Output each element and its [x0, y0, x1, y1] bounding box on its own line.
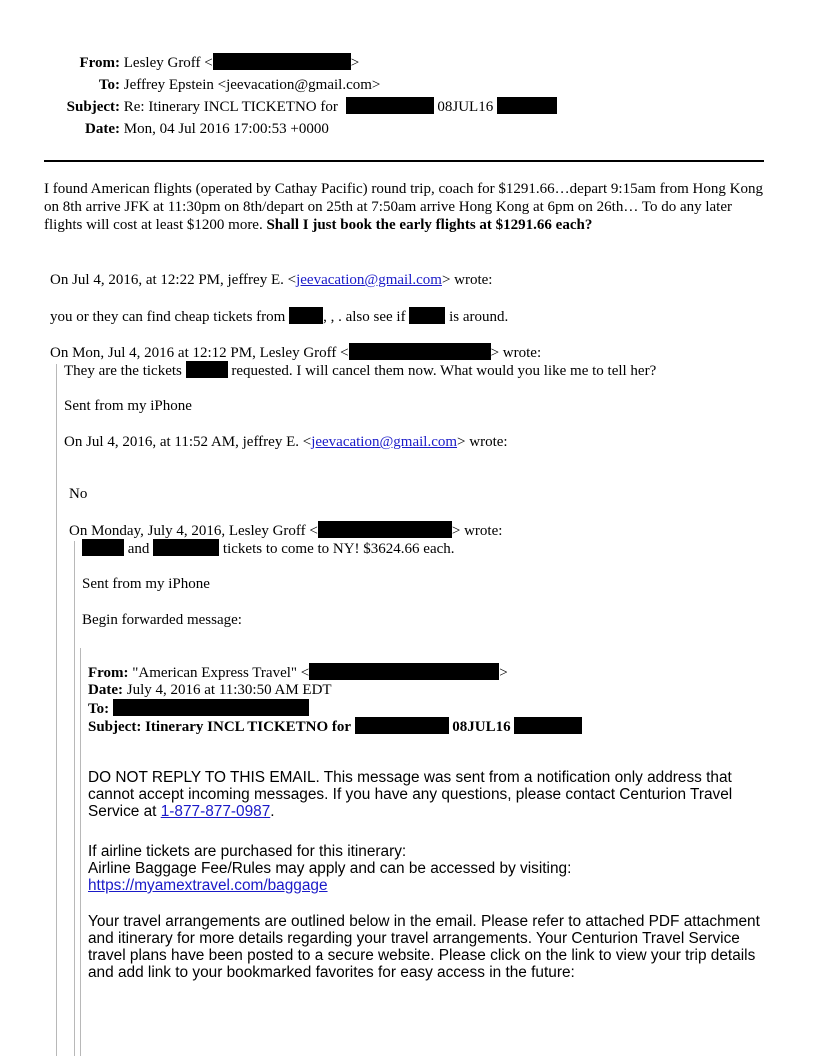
quote-text: you or they can find cheap tickets from — [50, 309, 286, 325]
baggage-link[interactable]: https://myamextravel.com/baggage — [88, 877, 328, 894]
fwd-from-value: "American Express Travel" < — [132, 665, 310, 681]
baggage-line-1: If airline tickets are purchased for this itinerary: — [88, 843, 407, 860]
fwd-from-row — [88, 663, 508, 682]
header-divider — [44, 160, 764, 162]
redaction-block — [355, 717, 449, 734]
notice-text: DO NOT REPLY TO THIS EMAIL. This message was sent from a notification only address that cannot accept incoming messages. If you have any questions, please contact Centurion Travel Service at — [88, 769, 733, 820]
arrangements-paragraph: Your travel arrangements are outlined below in the email. Please refer to attached PDF attachment and itinerary for more details regarding your travel arrangements. Your Centurion Travel Service travel plans have been posted to a secure website. Please click on the link to view your trip details and add link to your bookmarked favorites for easy access in the future: — [88, 913, 760, 981]
from-end: > — [350, 55, 360, 71]
subject-label: Subject: — [66, 99, 120, 115]
subject-date: 08JUL16 — [437, 99, 494, 115]
redaction-block — [349, 343, 491, 360]
header-subject-row — [0, 96, 816, 118]
to-value: Jeffrey Epstein <jeevacation@gmail.com> — [123, 77, 381, 93]
quote-text: tickets to come to NY! $3624.66 each. — [222, 541, 455, 557]
quote-text: requested. I will cancel them now. What would you like me to tell her? — [231, 363, 657, 379]
to-label: To: — [98, 77, 120, 93]
header-to-row — [0, 74, 816, 96]
quote-text: and — [127, 541, 150, 557]
from-label: From: — [79, 55, 120, 71]
header-from-row — [0, 52, 816, 74]
signature-2: Sent from my iPhone — [64, 398, 192, 414]
attribution-text: On Monday, July 4, 2016, Lesley Groff < — [69, 523, 318, 539]
date-value: Mon, 04 Jul 2016 17:00:53 +0000 — [123, 121, 329, 137]
redaction-block — [497, 97, 557, 114]
attribution-text: On Jul 4, 2016, at 11:52 AM, jeffrey E. < — [64, 434, 312, 450]
redaction-block — [82, 539, 124, 556]
redaction-block — [153, 539, 219, 556]
attribution-text: On Jul 4, 2016, at 12:22 PM, jeffrey E. < — [50, 272, 297, 288]
reply-text: I found American flights (operated by Cathay Pacific) round trip, coach for $1291.66…depart 9:15am from Hong Kong on 8th arrive JFK at 11:30pm on 8th/depart on 25th at 7:50am arrive Hong Kong at 6pm on 26th… To do any later flights will cost at least $1200 more. — [44, 181, 763, 233]
fwd-subject-row — [88, 717, 582, 736]
redaction-block — [213, 53, 351, 70]
fwd-date-label: Date: — [88, 682, 123, 698]
reply-question: Shall I just book the early flights at $1291.66 each? — [266, 217, 593, 233]
header-date-row — [0, 118, 816, 140]
reply-body — [44, 180, 774, 234]
forward-label: Begin forwarded message: — [82, 612, 242, 628]
quote-attribution-2 — [50, 343, 541, 362]
redaction-block — [113, 699, 309, 716]
fwd-from-label: From: — [88, 665, 129, 681]
fwd-to-label: To: — [88, 701, 110, 717]
fwd-date-row — [88, 681, 332, 699]
fwd-to-row — [88, 699, 309, 718]
quote-attribution-4 — [69, 521, 502, 540]
baggage-line-2: Airline Baggage Fee/Rules may apply and can be accessed by visiting: — [88, 860, 572, 877]
fwd-subject-date: 08JUL16 — [452, 719, 511, 735]
redaction-block — [289, 307, 323, 324]
quote-text-4 — [82, 539, 455, 558]
subject-value: Re: Itinerary INCL TICKETNO for — [123, 99, 338, 115]
quote-text-1 — [50, 307, 508, 326]
phone-link[interactable]: 1-877-877-0987 — [160, 803, 271, 820]
quote-text: is around. — [449, 309, 509, 325]
fwd-from-end: > — [499, 665, 508, 681]
email-link[interactable]: jeevacation@gmail.com — [311, 434, 458, 450]
quote-bar-level-1 — [56, 364, 57, 1056]
quote-text: , , . also see if — [323, 309, 406, 325]
redaction-block — [514, 717, 582, 734]
email-header — [0, 52, 816, 140]
attribution-end: > wrote: — [457, 434, 508, 450]
attribution-end: > wrote: — [441, 272, 493, 288]
attribution-text: On Mon, Jul 4, 2016 at 12:12 PM, Lesley Groff < — [50, 345, 349, 361]
quote-text-2 — [64, 361, 656, 380]
signature-4: Sent from my iPhone — [82, 576, 210, 592]
fwd-subject-value: Itinerary INCL TICKETNO for — [145, 719, 351, 735]
date-label: Date: — [85, 121, 120, 137]
email-link[interactable]: jeevacation@gmail.com — [296, 272, 442, 288]
redaction-block — [186, 361, 228, 378]
notice-end: . — [270, 803, 275, 820]
from-value: Lesley Groff < — [123, 55, 213, 71]
quote-attribution-3 — [64, 433, 508, 451]
baggage-paragraph — [88, 843, 760, 894]
redaction-block — [309, 663, 499, 680]
attribution-end: > wrote: — [490, 345, 542, 361]
redaction-block — [409, 307, 445, 324]
fwd-subject-label: Subject: — [88, 719, 142, 735]
fwd-date-value: July 4, 2016 at 11:30:50 AM EDT — [126, 682, 332, 698]
quote-bar-level-3 — [80, 648, 81, 1056]
quote-attribution-1 — [50, 271, 492, 289]
quote-text-3: No — [69, 486, 88, 502]
attribution-end: > wrote: — [451, 523, 503, 539]
redaction-block — [318, 521, 452, 538]
quote-text: They are the tickets — [64, 363, 182, 379]
notice-paragraph — [88, 769, 760, 820]
quote-bar-level-2 — [74, 541, 75, 1056]
redaction-block — [346, 97, 434, 114]
